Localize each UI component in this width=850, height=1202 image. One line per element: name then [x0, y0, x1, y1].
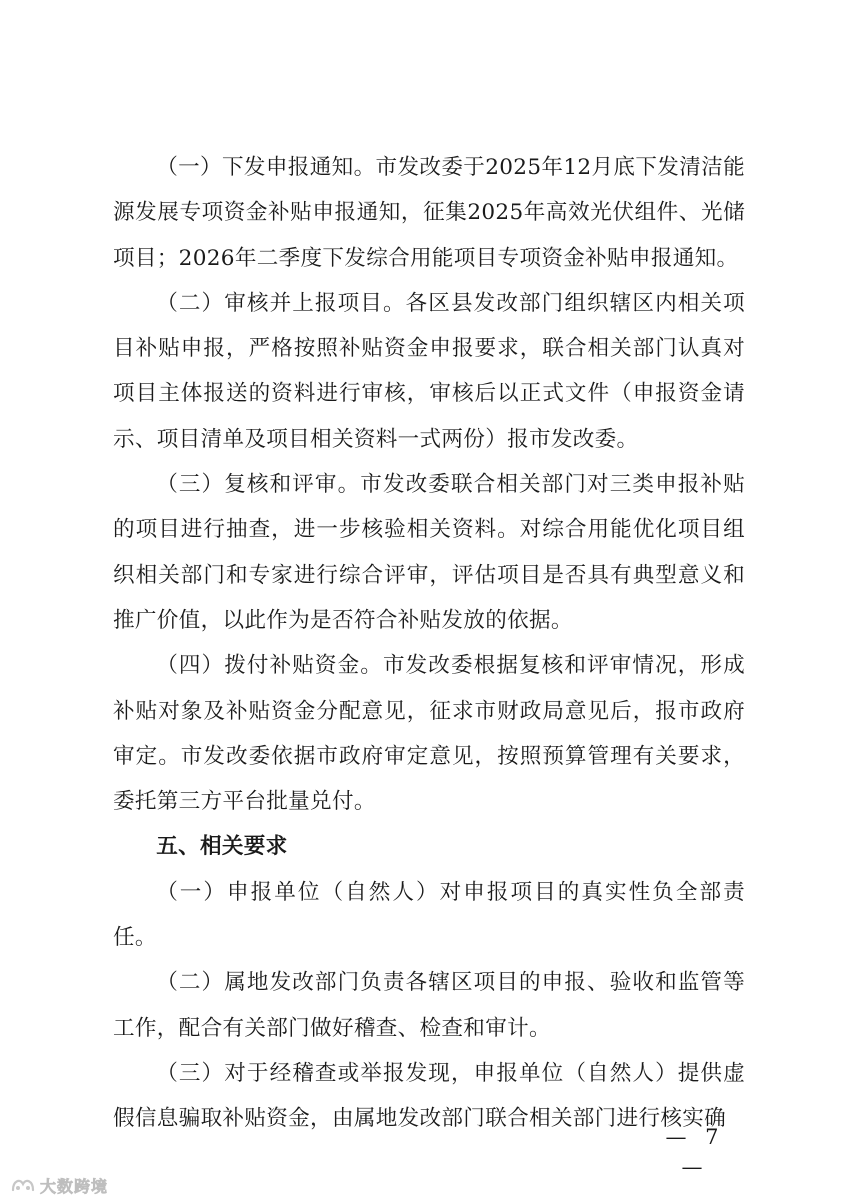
brand-logo-icon	[10, 1175, 36, 1195]
watermark	[10, 1172, 108, 1198]
paragraph-recheck-evaluate: （三）复核和评审。市发改委联合相关部门对三类申报补贴的项目进行抽查，进一步核验相关资料。对综合用能优化项目组织相关部门和专家进行综合评审，评估项目是否具有典型意义和推广价值，以此作为是否符合补贴发放的依据。	[113, 472, 745, 633]
document-body	[113, 145, 745, 1142]
paragraph-issue-notice: （一）下发申报通知。市发改委于2025年12月底下发清洁能源发展专项资金补贴申报通知，征集2025年高效光伏组件、光储项目；2026年二季度下发综合用能项目专项资金补贴申报通知。	[113, 155, 745, 271]
watermark-text: 大数跨境	[40, 1176, 109, 1196]
section-heading-requirements: 五、相关要求	[156, 834, 288, 860]
paragraph-requirement-2: （二）属地发改部门负责各辖区项目的申报、验收和监管等工作，配合有关部门做好稽查、检查和审计。	[113, 970, 745, 1041]
paragraph-requirement-1: （一）申报单位（自然人）对申报项目的真实性负全部责任。	[113, 879, 745, 951]
paragraph-disburse-funds: （四）拨付补贴资金。市发改委根据复核和评审情况，形成补贴对象及补贴资金分配意见，征求市财政局意见后，报市政府审定。市发改委依据市政府审定意见，按照预算管理有关要求，委托第三方平台批量兑付。	[113, 653, 745, 815]
paragraph-requirement-3: （三）对于经稽查或举报发现，申报单位（自然人）提供虚假信息骗取补贴资金，由属地发改部门联合相关部门进行核实确	[113, 1060, 745, 1132]
page-number: — 7 —	[665, 1125, 725, 1179]
paragraph-review-submit: （二）审核并上报项目。各区县发改部门组织辖区内相关项目补贴申报，严格按照补贴资金申报要求，联合相关部门认真对项目主体报送的资料进行审核，审核后以正式文件（申报资金请示、项目清单及项目相关资料一式两份）报市发改委。	[113, 290, 745, 452]
